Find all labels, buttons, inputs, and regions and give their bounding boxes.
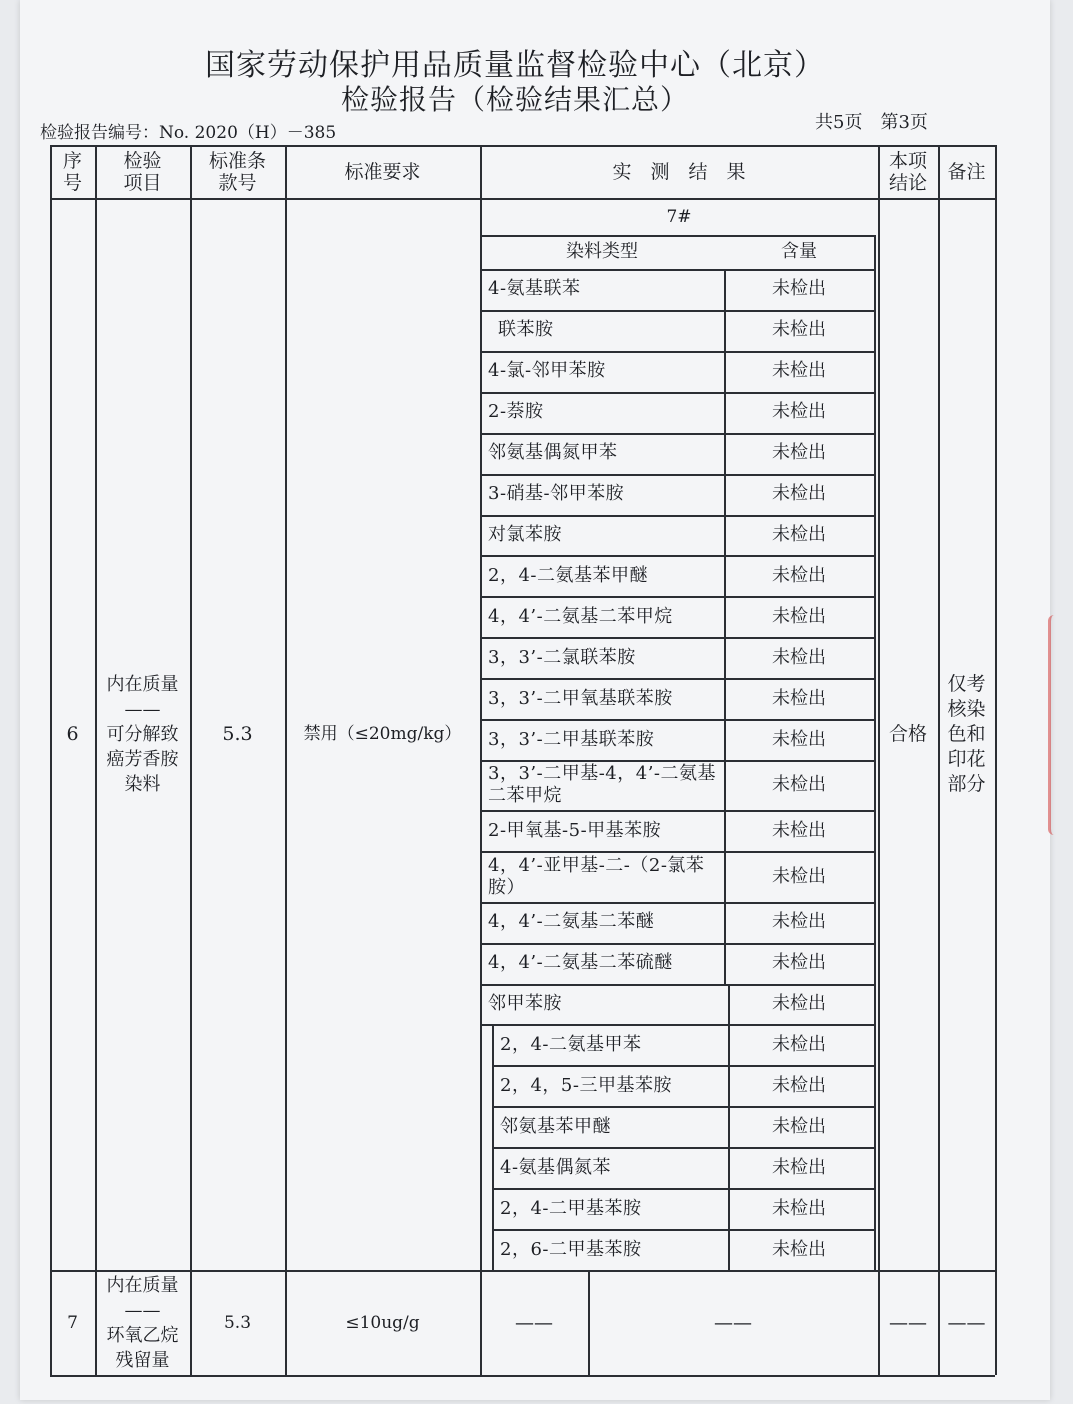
row6-remark: 仅考 核染 色和 印花 部分 [947,672,986,795]
dye-value: 未检出 [772,483,826,505]
dye-name: 3，3’-二甲基-4，4’-二氨基二苯甲烷 [488,763,716,807]
dye-value: 未检出 [772,646,826,668]
seal-stamp-fragment [1048,615,1071,835]
row7-result-left: —— [515,1311,553,1334]
subtable-border [874,235,876,1270]
dye-name: 2，4，5-三甲基苯胺 [500,1074,672,1096]
subheader-content: 含量 [781,241,817,262]
dye-value: 未检出 [772,360,826,382]
dye-name: 邻甲苯胺 [488,993,562,1015]
dye-name: 对氯苯胺 [488,523,562,545]
header-result: 实 测 结 果 [612,160,746,183]
dye-value: 未检出 [772,1074,826,1096]
dye-value: 未检出 [772,1238,826,1260]
dye-value: 未检出 [772,911,826,933]
dye-value: 未检出 [772,728,826,750]
row6-seq: 6 [66,723,79,745]
dye-name: 2，4-二甲基苯胺 [500,1197,642,1219]
dye-value: 未检出 [772,319,826,341]
page-info: 共5页 第3页 [815,112,928,133]
dye-name: 4-氯-邻甲苯胺 [488,360,606,382]
column-line [995,145,997,1375]
dye-name: 3，3’-二甲氧基联苯胺 [488,687,673,709]
dye-name: 4，4’-亚甲基-二-（2-氯苯胺） [488,854,705,898]
dye-name: 邻氨基偶氮甲苯 [488,442,618,464]
row6-item: 内在质量 —— 可分解致 癌芳香胺 染料 [106,673,179,795]
table-bottom-border [50,1375,995,1377]
dye-value: 未检出 [772,952,826,974]
row7-conclusion: —— [889,1311,927,1334]
dye-value: 未检出 [772,1033,826,1055]
dye-value: 未检出 [772,774,826,796]
dye-name: 2-甲氧基-5-甲基苯胺 [488,819,662,841]
report-number: 检验报告编号：No. 2020（H）－385 [40,123,337,143]
dye-name: 4-氨基联苯 [488,278,581,300]
row6-requirement: 禁用（≤20mg/kg） [303,724,462,744]
sample-label: 7# [666,206,692,227]
dye-name: 邻氨基苯甲醚 [500,1115,611,1137]
dye-name: 4，4’-二氨基二苯醚 [488,911,655,933]
dye-name: 4，4’-二氨基二苯硫醚 [488,952,673,974]
header-item: 检验项目 [123,149,162,194]
dye-value: 未检出 [772,819,826,841]
dye-name: 3，3’-二甲基联苯胺 [488,728,655,750]
header-clause: 标准条款号 [208,149,266,194]
dye-value: 未检出 [772,687,826,709]
header-remark: 备注 [947,160,986,183]
dye-value: 未检出 [772,605,826,627]
row6-conclusion: 合格 [888,723,927,745]
dye-value: 未检出 [772,1156,826,1178]
dye-value: 未检出 [772,523,826,545]
dye-name: 2，6-二甲基苯胺 [500,1238,642,1260]
dye-name: 联苯胺 [498,319,554,341]
row7-remark: —— [947,1311,986,1334]
report-subtitle: 检验报告（检验结果汇总） [340,83,689,116]
dye-name: 4-氨基偶氮苯 [500,1156,612,1178]
dye-value: 未检出 [772,1197,826,1219]
dye-name: 2-萘胺 [488,401,544,423]
dye-value: 未检出 [772,865,826,887]
row7-result-right: —— [714,1311,752,1334]
header-seq: 序号 [62,149,82,194]
dye-value: 未检出 [772,1115,826,1137]
row7-clause: 5.3 [223,1312,252,1333]
dye-name: 4，4’-二氨基二苯甲烷 [488,605,673,627]
row7-requirement: ≤10ug/g [345,1312,420,1333]
dye-name: 2，4-二氨基甲苯 [500,1033,642,1055]
dye-value: 未检出 [772,442,826,464]
row7-item: 内在质量 —— 环氧乙烷 残留量 [106,1274,179,1371]
header-requirement: 标准要求 [344,160,421,183]
subheader-dye-type: 染料类型 [566,241,638,262]
dye-name: 3，3’-二氯联苯胺 [488,646,636,668]
dye-name: 3-硝基-邻甲苯胺 [488,483,625,505]
report-title: 国家劳动保护用品质量监督检验中心（北京） [205,48,825,83]
dye-value: 未检出 [772,993,826,1015]
row7-seq: 7 [67,1312,78,1333]
dye-value: 未检出 [772,278,826,300]
row6-clause: 5.3 [222,723,253,745]
dye-name: 2，4-二氨基苯甲醚 [488,564,648,586]
dye-value: 未检出 [772,401,826,423]
dye-value: 未检出 [772,564,826,586]
header-conclusion: 本项结论 [888,149,927,194]
